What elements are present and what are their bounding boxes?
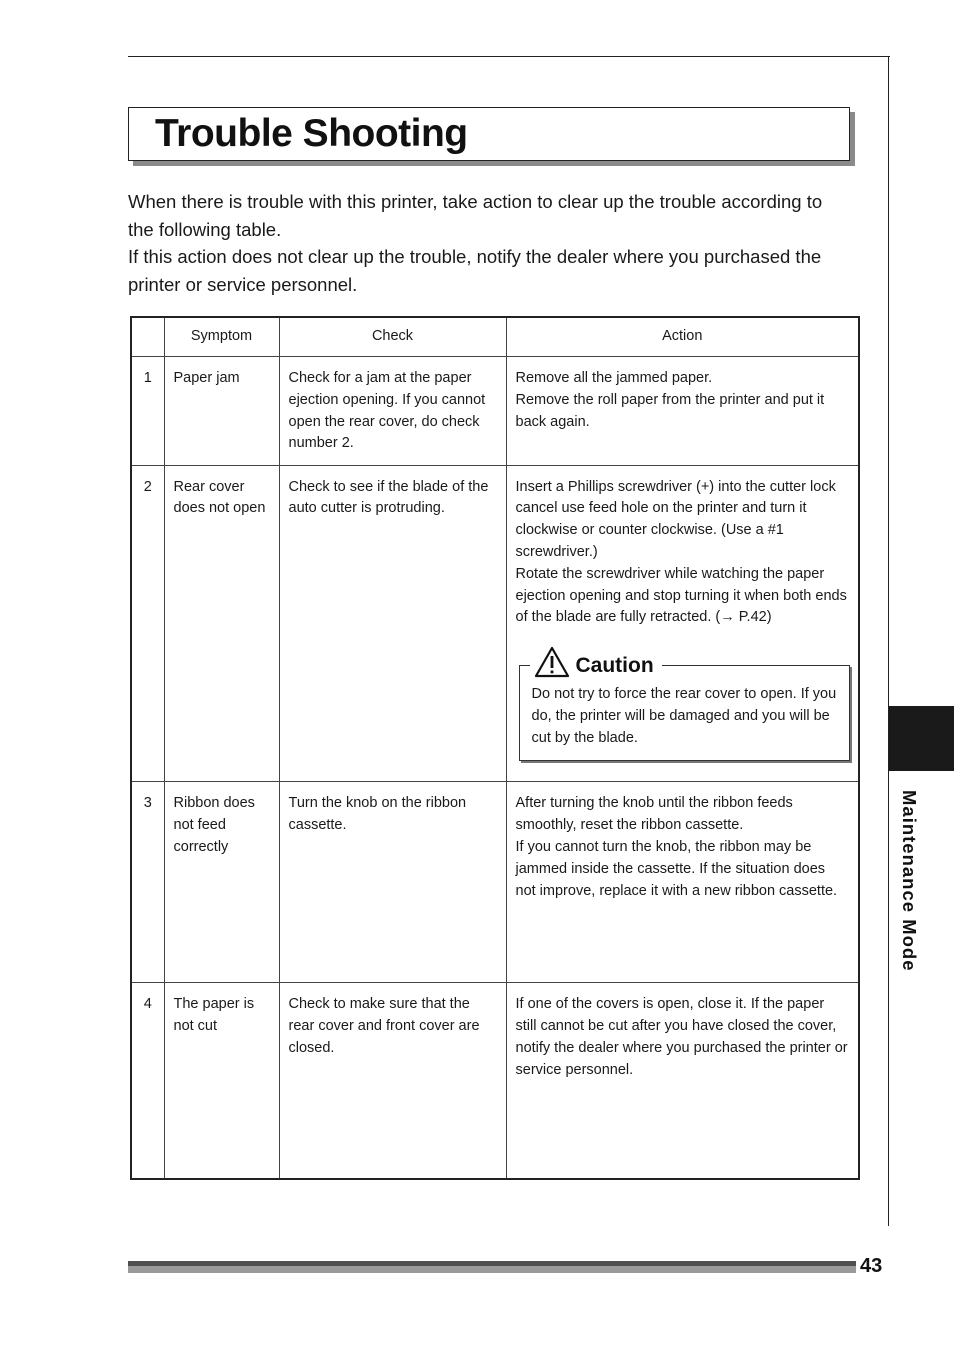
page-title: Trouble Shooting	[155, 112, 468, 155]
action-line: If one of the covers is open, close it. If the paper still cannot be cut after you have closed the cover, notify the dealer where you purchased the printer or service personnel.	[515, 996, 848, 1078]
row-symptom: Rear cover does not open	[164, 465, 279, 782]
table-row	[131, 782, 859, 983]
row-symptom: Ribbon does not feed correctly	[164, 782, 279, 983]
caution-heading	[530, 646, 662, 686]
row-number: 2	[131, 465, 164, 782]
caution-box	[519, 654, 850, 760]
table-row	[131, 357, 859, 466]
row-number: 4	[131, 983, 164, 1179]
action-line: Insert a Phillips screwdriver (+) into the cutter lock cancel use feed hole on the printer and turn it clockwise or counter clockwise. (Use a #1 screwdriver.)	[515, 478, 836, 560]
row-number: 3	[131, 782, 164, 983]
row-symptom: The paper is not cut	[164, 983, 279, 1179]
action-line: If you cannot turn the knob, the ribbon may be jammed inside the cassette. If the situation does not improve, replace it with a new ribbon cassette.	[515, 838, 838, 899]
row-check: Check to make sure that the rear cover and front cover are closed.	[279, 983, 506, 1179]
footer-bar	[128, 1261, 856, 1273]
caution-title: Caution	[575, 654, 654, 678]
action-line: After turning the knob until the ribbon feeds smoothly, reset the ribbon cassette.	[515, 795, 793, 834]
table-row	[131, 983, 859, 1179]
header-check: Check	[279, 317, 506, 357]
side-rule	[888, 56, 889, 1226]
action-line: Remove all the jammed paper.	[515, 370, 713, 386]
action-line: Rotate the screwdriver while watching the paper ejection opening and stop turning it when both ends of the blade are fully retracted. (→ P.42)	[515, 565, 847, 626]
row-action	[506, 465, 859, 782]
warning-triangle-icon	[534, 646, 570, 686]
page-number: 43	[860, 1255, 883, 1277]
row-action	[506, 983, 859, 1179]
table-header-row	[131, 317, 859, 357]
row-check: Check to see if the blade of the auto cutter is protruding.	[279, 465, 506, 782]
header-symptom: Symptom	[164, 317, 279, 357]
trouble-table	[130, 316, 860, 1180]
row-action	[506, 782, 859, 983]
header-action: Action	[506, 317, 859, 357]
top-rule	[128, 56, 890, 57]
row-number: 1	[131, 357, 164, 466]
chapter-label: Maintenance Mode	[899, 790, 920, 972]
chapter-tab	[889, 706, 954, 771]
title-box	[128, 107, 850, 161]
action-line: Remove the roll paper from the printer and put it back again.	[515, 391, 825, 430]
intro-paragraph-1: When there is trouble with this printer, take action to clear up the trouble according to the following table.	[128, 191, 823, 240]
caution-text: Do not try to force the rear cover to open. If you do, the printer will be damaged and you will be cut by the blade.	[531, 686, 837, 746]
header-num	[131, 317, 164, 357]
row-check: Turn the knob on the ribbon cassette.	[279, 782, 506, 983]
row-check: Check for a jam at the paper ejection opening. If you cannot open the rear cover, do check number 2.	[279, 357, 506, 466]
table-row	[131, 465, 859, 782]
intro-paragraph-2: If this action does not clear up the trouble, notify the dealer where you purchased the printer or service personnel.	[128, 246, 822, 295]
row-symptom: Paper jam	[164, 357, 279, 466]
intro-text	[128, 188, 838, 298]
row-action	[506, 357, 859, 466]
